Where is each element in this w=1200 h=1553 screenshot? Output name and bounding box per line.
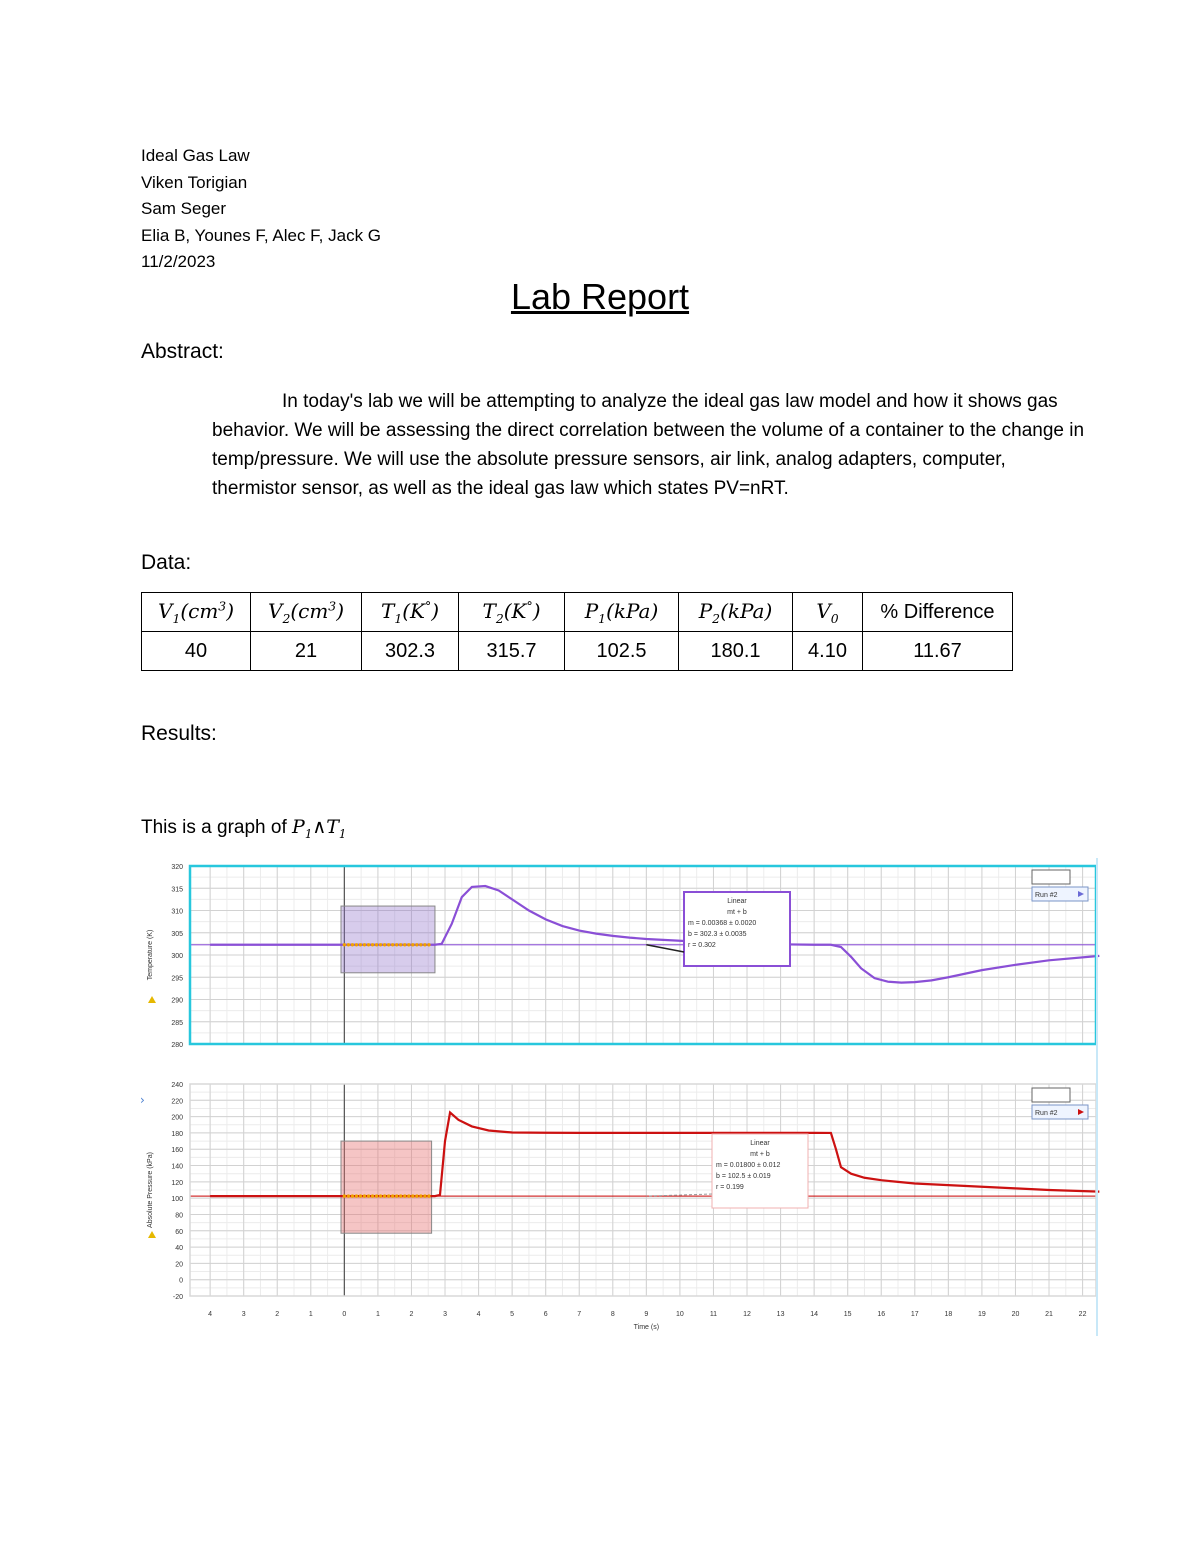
x-tick-label: 13: [776, 1311, 785, 1318]
selected-point: [363, 943, 366, 946]
warning-icon: [148, 1231, 156, 1238]
selected-point: [395, 1194, 398, 1197]
fit-info-line: Linear: [750, 1140, 770, 1147]
y-tick-label: 140: [171, 1163, 183, 1171]
x-tick-label: 10: [676, 1311, 684, 1318]
x-tick-label: 20: [1011, 1311, 1020, 1318]
cell-t1: 302.3: [362, 632, 459, 671]
y-tick-label: 180: [171, 1130, 183, 1138]
selected-point: [403, 1194, 406, 1197]
selected-point: [399, 943, 402, 946]
x-tick-label: 3: [443, 1311, 447, 1318]
selected-point: [371, 943, 374, 946]
selected-point: [419, 943, 422, 946]
selected-point: [379, 943, 382, 946]
run-box: [1032, 1088, 1070, 1102]
selected-point: [351, 943, 354, 946]
selected-point: [407, 1194, 410, 1197]
x-tick-label: 6: [543, 1311, 548, 1318]
col-v2: $V_2(cm^3)$: [251, 593, 362, 632]
y-tick-label: 310: [171, 908, 183, 916]
header-partners: Elia B, Younes F, Alec F, Jack G: [141, 225, 382, 245]
x-tick-label: 21: [1045, 1311, 1053, 1318]
y-tick-label: 20: [175, 1261, 183, 1269]
x-tick-label: 7: [577, 1311, 582, 1318]
x-tick-label: 2: [275, 1311, 280, 1318]
fit-info-line: b = 102.5 ± 0.019: [716, 1173, 771, 1180]
selected-point: [383, 943, 386, 946]
y-tick-label: 295: [171, 975, 183, 983]
selected-point: [379, 1194, 382, 1197]
selected-point: [387, 1194, 390, 1197]
fit-info-line: r = 0.302: [688, 942, 716, 949]
fit-info-line: mt + b: [750, 1151, 770, 1158]
x-tick-label: 19: [978, 1311, 986, 1318]
cell-t2: 315.7: [459, 632, 565, 671]
y-axis-label: Absolute Pressure (kPa): [147, 1152, 154, 1228]
selected-point: [391, 1194, 394, 1197]
x-tick-label: 9: [644, 1311, 649, 1318]
col-p1: $P_1(kPa)$: [565, 593, 679, 632]
cell-p1: 102.5: [565, 632, 679, 671]
run-selector-label: Run #2: [1035, 1110, 1058, 1117]
selected-point: [343, 943, 346, 946]
x-tick-label: 2: [409, 1311, 414, 1318]
x-axis-label: Time (s): [633, 1324, 660, 1331]
x-tick-label: 8: [610, 1311, 615, 1318]
x-tick-label: 4: [476, 1311, 481, 1318]
selected-point: [411, 1194, 414, 1197]
fit-info-line: m = 0.01800 ± 0.012: [716, 1162, 781, 1169]
y-tick-label: 290: [171, 997, 183, 1005]
selection-region: [341, 906, 435, 973]
selected-point: [363, 1194, 366, 1197]
abstract-text: In today's lab we will be attempting to analyze the ideal gas law model and how it shows gas behavior. We will be assessing the direct correlation between the volume of a container to the change in temp/pressure. We will use the absolute pressure sensors, air link, analog adapters, computer, thermistor sensor, as well as the ideal gas law which states PV=nRT.: [212, 391, 1085, 499]
selected-point: [355, 1194, 358, 1197]
x-tick-label: 12: [743, 1311, 751, 1318]
report-header: [141, 143, 381, 276]
col-v0: $V_0$: [793, 593, 863, 632]
y-tick-label: 220: [171, 1098, 183, 1106]
y-tick-label: 160: [171, 1147, 183, 1155]
run-box: [1032, 870, 1070, 884]
y-tick-label: 300: [171, 953, 183, 960]
header-course: Ideal Gas Law: [141, 146, 250, 165]
col-t2: $T_2(K^\circ)$: [459, 593, 565, 632]
y-axis-label: Temperature (K): [147, 929, 154, 981]
selected-point: [403, 943, 406, 946]
cell-v2: 21: [251, 632, 362, 671]
x-tick-label: 18: [944, 1311, 953, 1318]
fit-info-line: mt + b: [727, 909, 747, 916]
fit-info-line: Linear: [727, 898, 747, 905]
y-tick-label: 285: [171, 1019, 183, 1027]
col-t1: $T_1(K^\circ)$: [362, 593, 459, 632]
selected-point: [351, 1194, 354, 1197]
y-tick-label: 305: [171, 930, 183, 938]
header-instructor: Sam Seger: [141, 199, 227, 218]
cell-percent-diff: 11.67: [863, 632, 1013, 671]
selected-point: [427, 1194, 430, 1197]
y-tick-label: 280: [171, 1042, 183, 1049]
col-percent-diff: % Difference: [863, 593, 1013, 632]
selected-point: [359, 943, 362, 946]
x-tick-label: 1: [375, 1311, 380, 1318]
x-tick-label: 22: [1078, 1311, 1087, 1318]
fit-leader-line: [646, 945, 684, 952]
selected-point: [371, 1194, 374, 1197]
results-heading: Results:: [141, 722, 217, 745]
selected-point: [359, 1194, 362, 1197]
selected-point: [423, 1194, 426, 1197]
selected-point: [375, 1194, 378, 1197]
selected-point: [367, 1194, 370, 1197]
y-tick-label: 40: [175, 1245, 183, 1253]
fit-info-line: b = 302.3 ± 0.0035: [688, 931, 747, 938]
chart-panel-1: [147, 1082, 1099, 1301]
collapse-chevron-icon: ›: [140, 1093, 145, 1107]
selected-point: [415, 943, 418, 946]
x-tick-label: 16: [877, 1311, 886, 1318]
y-tick-label: 200: [171, 1114, 183, 1122]
col-p2: $P_2(kPa)$: [679, 593, 793, 632]
y-tick-label: 320: [171, 864, 183, 871]
x-tick-label: 14: [810, 1311, 819, 1318]
y-tick-label: 0: [179, 1277, 183, 1285]
y-tick-label: 315: [171, 886, 183, 894]
chart-panel-0: [147, 864, 1099, 1049]
selected-point: [375, 943, 378, 946]
x-tick-label: 4: [208, 1311, 213, 1318]
selected-point: [367, 943, 370, 946]
selected-point: [343, 1194, 346, 1197]
results-graph: [140, 858, 1102, 1336]
header-date: 11/2/2023: [141, 252, 216, 271]
x-tick-label: 11: [709, 1311, 718, 1318]
x-tick-label: 5: [510, 1311, 515, 1318]
header-author: Viken Torigian: [141, 172, 248, 192]
x-tick-label: 1: [308, 1311, 313, 1318]
abstract-body: [212, 387, 1092, 503]
graph-caption: [141, 816, 346, 841]
cell-p2: 180.1: [679, 632, 793, 671]
table-row: [142, 632, 1013, 671]
data-table: [141, 592, 1013, 671]
y-tick-label: -20: [172, 1294, 183, 1301]
cell-v0: 4.10: [793, 632, 863, 671]
x-tick-label: 3: [241, 1311, 246, 1318]
fit-info-line: r = 0.199: [716, 1184, 744, 1191]
selected-point: [383, 1194, 386, 1197]
selected-point: [419, 1194, 422, 1197]
x-tick-label: 0: [342, 1311, 347, 1318]
selected-point: [415, 1194, 418, 1197]
cell-v1: 40: [142, 632, 251, 671]
warning-icon: [148, 996, 156, 1003]
selected-point: [411, 943, 414, 946]
page-title: Lab Report: [510, 276, 690, 317]
graph-caption-math: $P_1\wedge T_1$: [292, 816, 347, 841]
selected-point: [399, 1194, 402, 1197]
selected-point: [347, 1194, 350, 1197]
selected-point: [395, 943, 398, 946]
x-tick-label: 17: [910, 1311, 919, 1318]
selected-point: [423, 943, 426, 946]
y-tick-label: 100: [171, 1196, 183, 1204]
y-tick-label: 80: [175, 1212, 183, 1220]
data-heading: Data:: [141, 551, 192, 574]
selection-region: [341, 1141, 432, 1233]
col-v1: $V_1(cm^3)$: [142, 593, 251, 632]
table-header-row: [142, 593, 1013, 632]
selected-point: [407, 943, 410, 946]
selected-point: [387, 943, 390, 946]
selected-point: [427, 943, 430, 946]
selected-point: [391, 943, 394, 946]
graph-caption-text: This is a graph of: [141, 817, 287, 838]
x-tick-label: 15: [843, 1311, 852, 1318]
selected-point: [355, 943, 358, 946]
fit-info-line: m = 0.00368 ± 0.0020: [688, 920, 757, 927]
abstract-heading: Abstract:: [141, 340, 224, 363]
y-tick-label: 60: [175, 1228, 183, 1236]
y-tick-label: 240: [171, 1082, 183, 1089]
selected-point: [347, 943, 350, 946]
run-selector-label: Run #2: [1035, 892, 1058, 899]
y-tick-label: 120: [171, 1179, 183, 1187]
